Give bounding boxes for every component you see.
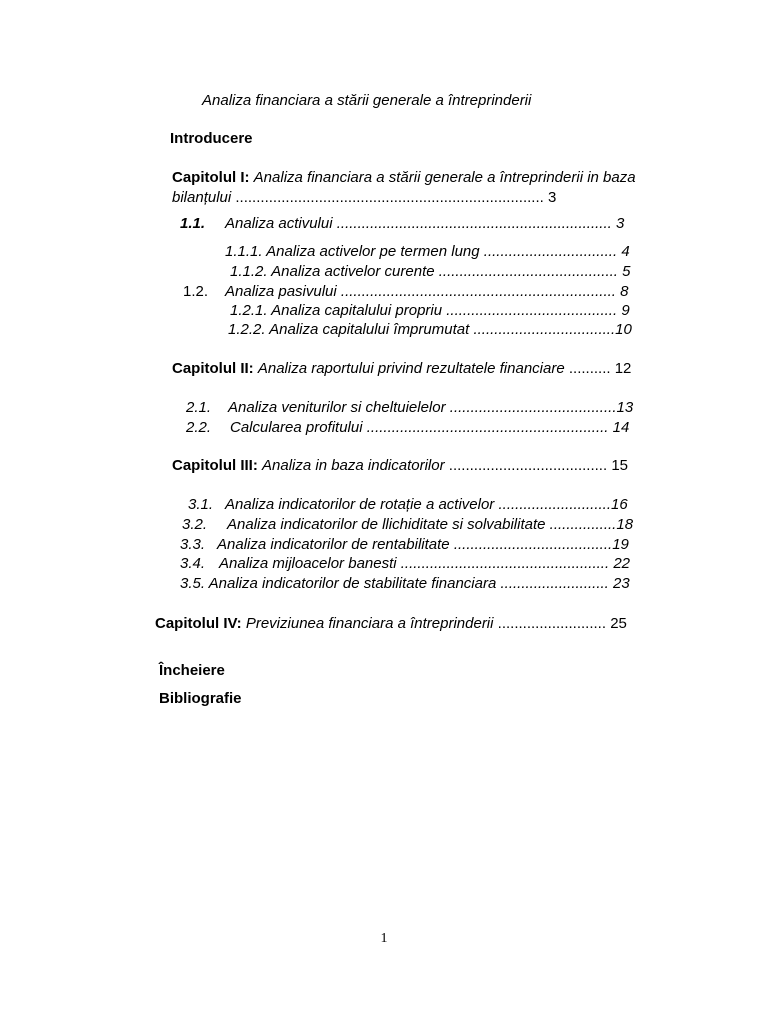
toc-section-3-3 [180, 536, 629, 554]
page-ref: 25 [610, 615, 627, 632]
section-title: Analiza activului [225, 215, 333, 232]
toc-chapter-3 [172, 457, 628, 475]
dot-leader: .................................. [473, 321, 616, 338]
toc-chapter-1 [172, 169, 636, 187]
chapter-label: Capitolul II: [172, 360, 254, 377]
dot-leader: ...................................... [448, 457, 608, 474]
toc-section-3-1 [188, 496, 628, 514]
section-number: 3.5. [180, 575, 206, 592]
toc-section-3-4 [180, 555, 630, 573]
dot-leader: .......................................................... [366, 419, 609, 436]
dot-leader: .................................................................. [336, 215, 612, 232]
toc-chapter-4 [155, 615, 627, 633]
section-title: Analiza mijloacelor banesti [219, 555, 397, 572]
chapter-title-cont: bilanțului [172, 189, 232, 206]
section-number: 3.3. [180, 536, 206, 553]
page-ref: 23 [613, 575, 630, 592]
page-ref: 22 [613, 555, 630, 572]
section-number: 3.4. [180, 555, 206, 572]
toc-section-3-5 [180, 575, 630, 593]
dot-leader: ...................................... [453, 536, 613, 553]
section-number: 1.2. [183, 283, 209, 300]
section-title: Analiza veniturilor si cheltuielelor [228, 399, 446, 416]
section-title: Calcularea profitului [230, 419, 363, 436]
section-title: Analiza indicatorilor de llichiditate si solvabilitate [227, 516, 546, 533]
dot-leader: .......................................................................... [235, 189, 544, 206]
section-number: 2.1. [186, 399, 212, 416]
toc-introduction: Introducere [170, 130, 253, 147]
chapter-title: Analiza in baza indicatorilor [262, 457, 445, 474]
toc-section-1-2 [183, 283, 628, 301]
section-title: Analiza indicatorilor de rentabilitate [217, 536, 450, 553]
section-number: 1.1.1. [225, 243, 263, 260]
section-number: 1.2.1. [230, 302, 268, 319]
section-number: 2.2. [186, 419, 212, 436]
dot-leader: .......... [568, 360, 611, 377]
toc-section-1-1-2 [230, 263, 630, 281]
page-ref: 10 [615, 321, 632, 338]
toc-section-1-1-1 [225, 243, 630, 261]
dot-leader: .................................................................. [340, 283, 616, 300]
dot-leader: .......................... [500, 575, 609, 592]
dot-leader: ................................ [483, 243, 618, 260]
page-ref: 13 [616, 399, 634, 416]
section-title: Analiza activelor pe termen lung [266, 243, 480, 260]
toc-chapter-1-cont [172, 189, 556, 207]
toc-section-1-2-2 [228, 321, 632, 339]
dot-leader: ........................................... [438, 263, 618, 280]
toc-section-1-2-1 [230, 302, 630, 320]
toc-section-2-1 [186, 399, 633, 417]
page-ref: 16 [611, 496, 628, 513]
section-title: Analiza capitalului propriu [271, 302, 443, 319]
toc-section-3-2 [182, 516, 633, 534]
document-title: Analiza financiara a stării generale a întreprinderii [202, 92, 532, 109]
toc-bibliography: Bibliografie [159, 690, 242, 707]
page-number: 1 [380, 931, 388, 946]
chapter-title: Previziunea financiara a întreprinderii [245, 615, 494, 632]
page-ref: 5 [622, 263, 631, 280]
toc-chapter-2 [172, 360, 631, 378]
section-number: 3.1. [188, 496, 214, 513]
chapter-label: Capitolul IV: [155, 615, 242, 632]
dot-leader: .......................... [497, 615, 607, 632]
page-ref: 3 [615, 215, 625, 232]
section-title: Analiza pasivului [225, 283, 337, 300]
section-number: 1.1. [180, 215, 206, 232]
toc-section-1-1 [180, 215, 624, 233]
page-ref: 12 [614, 360, 632, 377]
dot-leader: ........................................ [449, 399, 617, 416]
section-title: Analiza activelor curente [271, 263, 435, 280]
section-title: Analiza capitalului împrumutat [269, 321, 470, 338]
section-number: 3.2. [182, 516, 208, 533]
dot-leader: ........................... [498, 496, 612, 513]
page-ref: 19 [612, 536, 629, 553]
toc-section-2-2 [186, 419, 629, 437]
chapter-title: Analiza raportului privind rezultatele financiare [257, 360, 565, 377]
chapter-label: Capitolul III: [172, 457, 258, 474]
section-number: 1.1.2. [230, 263, 268, 280]
chapter-label: Capitolul I: [172, 169, 250, 186]
page-ref: 4 [621, 243, 630, 260]
dot-leader: ......................................... [446, 302, 618, 319]
section-number: 1.2.2. [228, 321, 266, 338]
page-ref: 14 [612, 419, 630, 436]
section-title: Analiza indicatorilor de rotație a activelor [225, 496, 495, 513]
dot-leader: ................ [549, 516, 617, 533]
dot-leader: .................................................. [400, 555, 610, 572]
chapter-title: Analiza financiara a stării generale a întreprinderii in baza [253, 169, 636, 186]
toc-conclusion: Încheiere [159, 662, 225, 679]
page-ref: 9 [621, 302, 630, 319]
section-title: Analiza indicatorilor de stabilitate financiara [208, 575, 497, 592]
page-ref: 15 [611, 457, 629, 474]
page-ref: 3 [547, 189, 557, 206]
page-ref: 18 [616, 516, 634, 533]
page-ref: 8 [620, 283, 629, 300]
